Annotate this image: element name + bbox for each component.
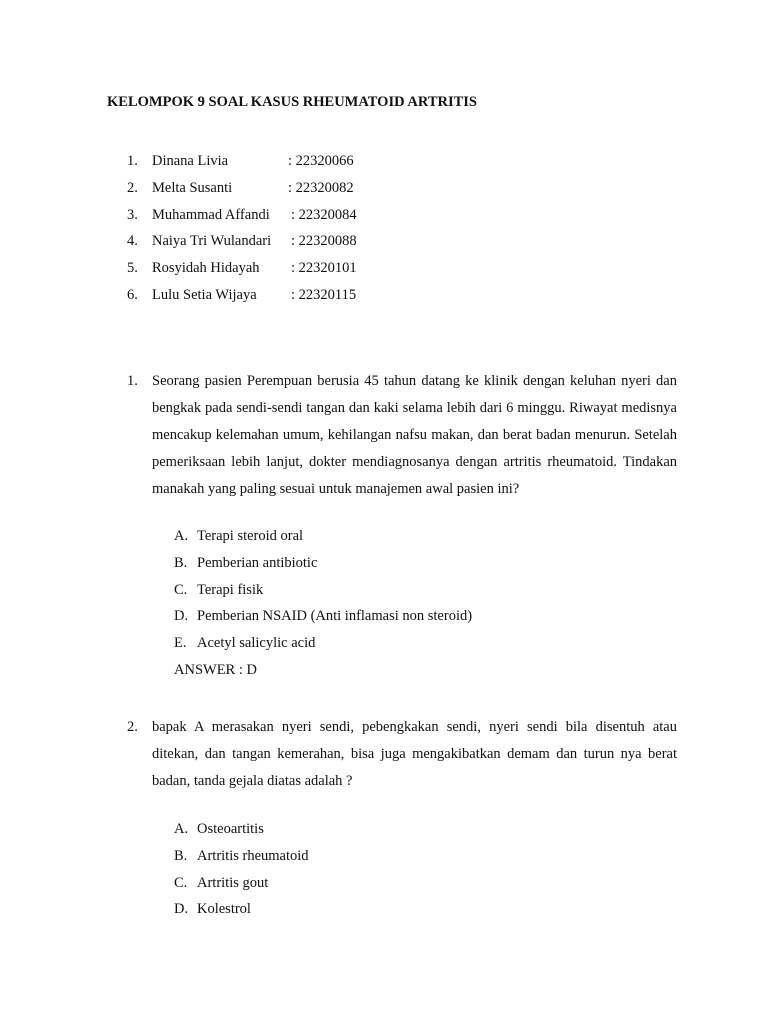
member-nim: : 22320088	[291, 233, 357, 250]
member-name: Naiya Tri Wulandari	[152, 233, 272, 250]
member-item	[127, 151, 357, 178]
member-name: Muhammad Affandi	[152, 206, 270, 223]
answer-text: ANSWER : D	[174, 661, 257, 678]
option-letter: C.	[174, 874, 188, 891]
option-text: Terapi steroid oral	[197, 528, 304, 544]
option-text: Artritis gout	[197, 874, 269, 891]
member-nim: : 22320084	[291, 206, 357, 223]
option-text: Osteoartitis	[197, 821, 264, 837]
option-letter: A.	[174, 821, 189, 837]
option-letter: A.	[174, 528, 189, 544]
question-number: 1.	[127, 373, 138, 389]
option-letter: B.	[174, 847, 188, 864]
option-letter: C.	[174, 581, 188, 598]
option-text: Pemberian NSAID (Anti inflamasi non steroid)	[197, 608, 473, 625]
member-nim: : 22320115	[291, 286, 357, 303]
option-list	[174, 819, 677, 926]
option-item	[174, 873, 677, 900]
member-number: 4.	[127, 233, 138, 250]
document-title: KELOMPOK 9 SOAL KASUS RHEUMATOID ARTRITIS	[107, 94, 477, 110]
question-2	[127, 714, 677, 926]
option-item	[174, 580, 677, 607]
option-item	[174, 526, 677, 553]
member-name: Lulu Setia Wijaya	[152, 286, 257, 303]
member-number: 2.	[127, 179, 138, 196]
option-item	[174, 606, 677, 633]
question-text: Seorang pasien Perempuan berusia 45 tahun datang ke klinik dengan keluhan nyeri dan bengkak pada sendi-sendi tangan dan kaki selama lebih dari 6 minggu. Riwayat medisnya mencakup kelemahan umum, kehilangan nafsu makan, dan berat badan menurun. Setelah pemeriksaan lebih lanjut, dokter mendiagnosanya dengan artritis rheumatoid. Tindakan manakah yang paling sesuai untuk manajemen awal pasien ini?	[152, 373, 677, 497]
question-1	[127, 368, 677, 687]
option-item	[174, 553, 677, 580]
question-number: 2.	[127, 719, 138, 735]
option-text: Acetyl salicylic acid	[197, 635, 316, 652]
question-text: bapak A merasakan nyeri sendi, pebengkakan sendi, nyeri sendi bila disentuh atau ditekan, dan tangan kemerahan, bisa juga mengakibatkan demam dan turun nya berat badan, tanda gejala diatas adalah ?	[152, 719, 677, 789]
member-item	[127, 285, 357, 312]
member-nim: : 22320066	[288, 153, 354, 169]
option-letter: E.	[174, 635, 187, 652]
option-text: Kolestrol	[197, 901, 251, 918]
option-letter: D.	[174, 608, 189, 625]
option-item	[174, 846, 677, 873]
member-item	[127, 205, 357, 232]
member-number: 6.	[127, 286, 138, 303]
member-name: Melta Susanti	[152, 179, 233, 196]
member-number: 5.	[127, 260, 138, 277]
option-letter: B.	[174, 554, 188, 571]
member-nim: : 22320101	[291, 260, 357, 277]
option-letter: D.	[174, 901, 189, 918]
member-number: 1.	[127, 153, 138, 169]
option-item	[174, 819, 677, 846]
member-name: Rosyidah Hidayah	[152, 260, 260, 277]
option-list	[174, 526, 677, 687]
member-number: 3.	[127, 206, 138, 223]
member-item	[127, 258, 357, 285]
option-item	[174, 633, 677, 660]
option-text: Pemberian antibiotic	[197, 554, 318, 571]
member-list	[127, 151, 357, 312]
member-nim: : 22320082	[288, 179, 354, 196]
member-name: Dinana Livia	[152, 153, 229, 169]
member-item	[127, 231, 357, 258]
option-item	[174, 899, 677, 926]
member-item	[127, 178, 357, 205]
option-text: Artritis rheumatoid	[197, 847, 309, 864]
option-text: Terapi fisik	[197, 581, 264, 598]
